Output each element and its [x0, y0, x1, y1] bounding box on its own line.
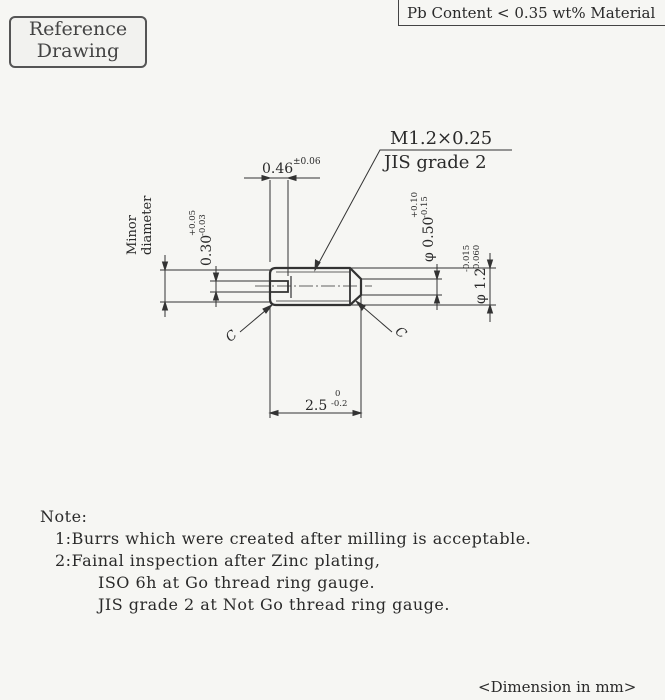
drawing-label: Drawing [36, 40, 120, 62]
slot-width-value: 0.46 [262, 161, 294, 177]
major-diameter-value: φ 1.2 [473, 267, 489, 304]
length-value: 2.5 [305, 398, 328, 414]
screw-outline [270, 268, 361, 305]
point-diameter-tol-lower: -0.15 [420, 196, 430, 218]
thread-grade-label: JIS grade 2 [384, 152, 487, 173]
notes-section [40, 506, 531, 616]
notes-title: Note: [40, 507, 88, 526]
thread-spec-label: M1.2×0.25 [390, 128, 493, 149]
length-tol-upper: 0 [335, 389, 341, 399]
note-item-2: 2:Fainal inspection after Zinc plating, [55, 551, 381, 570]
minor-diameter-label-line1: Minor [125, 215, 140, 255]
major-diameter-tol-lower: -0.060 [472, 244, 482, 272]
slot-depth-tol-upper: +0.05 [188, 209, 198, 236]
chamfer-label-left: C [223, 327, 241, 346]
point-diameter-tol-upper: +0.10 [410, 191, 420, 218]
point-diameter-value: φ 0.50 [421, 216, 437, 262]
material-note: Pb Content < 0.35 wt% Material [407, 4, 656, 22]
slot [270, 281, 288, 292]
reference-label: Reference [28, 18, 128, 40]
note-item-2b: JIS grade 2 at Not Go thread ring gauge. [98, 595, 450, 614]
note-item-1: 1:Burrs which were created after milling is acceptable. [55, 529, 532, 548]
major-diameter-tol-upper: -0.015 [462, 244, 472, 272]
minor-diameter-label-line2: diameter [140, 195, 155, 255]
slot-depth-tol-lower: -0.03 [198, 214, 208, 236]
length-tol-lower: -0.2 [331, 399, 348, 409]
slot-depth-value: 0.30 [199, 234, 215, 266]
chamfer-label-right: C [391, 324, 410, 342]
note-item-2a: ISO 6h at Go thread ring gauge. [98, 573, 376, 592]
dimension-unit-note: <Dimension in mm> [478, 678, 637, 696]
slot-width-tolerance: ±0.06 [293, 157, 321, 167]
